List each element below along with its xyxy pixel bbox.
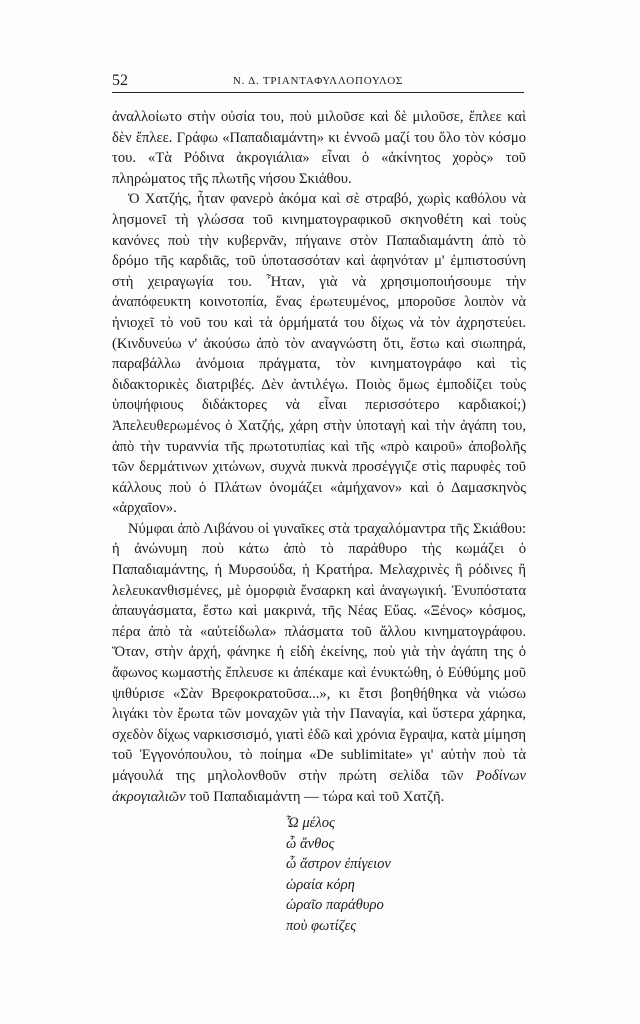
poem-line: Ὦ μέλος	[286, 815, 335, 831]
paragraph-1: ἀναλλοίωτο στὴν οὐσία του, ποὺ μιλοῦσε καὶ δὲ μιλοῦσε, ἔπλεε καὶ δὲν ἔπλεε. Γράφω «Παπαδιαμάντη» κι ἐννοῶ μαζί του ὅλο τὸν κόσμο του. «Τὰ Ρόδινα ἀκρογιάλια» εἶναι ὁ «ἀκίνητος χορὸς» τοῦ πληρώματος τῆς πλωτῆς νήσου Σκιάθου.	[112, 109, 526, 187]
poem-line: ὦ ἄνθος	[286, 835, 335, 852]
poem-line: ποὺ φωτίζες	[286, 917, 357, 934]
paragraph-3-ending: τοῦ Παπαδιαμάντη — τώρα καὶ τοῦ Χατζῆ.	[185, 788, 445, 805]
poem-line: ὡραία κόρη	[286, 876, 355, 893]
poem-excerpt	[286, 813, 516, 937]
italic-book-title: Ροδίνων ἀκρογιαλιῶν	[112, 768, 526, 805]
poem-line: ὦ ἄστρον ἐπίγειον	[286, 856, 391, 873]
paragraph-2: Ὁ Χατζής, ἦταν φανερὸ ἀκόμα καὶ σὲ στραβό, χωρὶς καθόλου νὰ λησμονεῖ τὴ γλώσσα τοῦ κινηματογραφικοῦ σκηνοθέτη καὶ τοὺς κανόνες ποὺ τὴν κυβερνᾶν, πήγαινε στὸν Παπαδιαμάντη ἀπὸ τὸ δρόμο τῆς καρδιᾶς, τοῦ ὑποτασσόταν καὶ ἀφηνόταν μ' ἐμπιστοσύνη στὴ χειραγωγία του. Ἦταν, γιὰ νὰ χρησιμοποιήσουμε τὴν ἀναπόφευκτη κοινοτοπία, ἕνας ἐρωτευμένος, μποροῦσε λοιπὸν νὰ ἠνιοχεῖ τὸ νοῦ του καὶ τὰ ὁρμήματά του δίχως νὰ τὸν ἀχρηστεύει. (Κινδυνεύω ν' ἀκούσω ἀπὸ τὸν αναγνώστη ὅτι, ἔστω καὶ σιωπηρά, παραβάλλω ἀνόμοια πράγματα, τὸν κινηματογράφο καὶ τὶς διδακτορικὲς διατριβές. Δὲν ἀντιλέγω. Ποιὸς ὅμως ἐμποδίζει τοὺς ὑποψήφιους διδάκτορες νὰ εἶναι περισσότερο καρδιακοί;) Ἀπελευθερωμένος ὁ Χατζής, χάρη στὴν ὑποταγὴ καὶ τὴν ἀγάπη του, ἀπὸ τὴν τυραννία τῆς πρωτοτυπίας καὶ τῆς «πρὸ καιροῦ» ἀποβολῆς τῶν δερμάτινων χιτώνων, συχνὰ πυκνὰ προσέγγιζε στὶς παρυφὲς τοῦ κάλλους ποὺ ὁ Πλάτων ὀνομάζει «ἀμήχανον» καὶ ὁ Δαμασκηνὸς «ἀρχαῖον».	[112, 191, 526, 517]
body-text	[112, 107, 526, 807]
paragraph-3	[112, 519, 526, 807]
paragraph-3-text: Νύμφαι ἀπὸ Λιβάνου οἱ γυναῖκες στὰ τραχαλόμαντρα τῆς Σκιάθου: ἡ ἀνώνυμη ποὺ κάτω ἀπὸ τὸ παράθυρο τὴς κωμάζει ὁ Παπαδιαμάντης, ἡ Μυρσούδα, ἡ Κρατήρα. Μελαχρινὲς ἢ ρόδινες ἢ λελευκανθισμένες, μὲ ὁμορφιὰ ἔνσαρκη καὶ ἀναγωγική. Ἐνυπόστατα ἀπαυγάσματα, ἔστω καὶ μακρινά, τῆς Νέας Εὔας. «Ξένος» κόσμος, πέρα ἀπὸ τὰ «αὐτείδωλα» πλάσματα τοῦ ἄλλου κινηματογράφου. Ὅταν, στὴν ἀρχή, φάνηκε ἡ εἰδὴ ἐκείνης, ποὺ γιὰ τὴν ἀγάπη της ὁ ἄφωνος κωμαστὴς ἔπλευσε κι ἀπέκαμε καὶ ἐνυκτώθη, ὁ Εὐθύμης μοῦ ψιθύρισε «Σὰν Βρεφοκρατοῦσα...», κι ἔτσι βοηθήθηκα νὰ νιώσω λιγάκι τὸν ἔρωτα τῶν μοναχῶν γιὰ τὴν Παναγία, καὶ ὕστερα χάρηκα, σχεδὸν δίχως ναρκισσισμό, γιατὶ ἐδῶ καὶ χρόνια ἔγραψα, κατὰ μίμηση τοῦ Ἐγγονόπουλου, τὸ ποίημα «De sublimitate» γι' αὐτὴν ποὺ τὰ μάγουλά της μηλολονθοῦν στὴν πρώτη σελίδα τῶν	[112, 520, 526, 784]
running-head: Ν. Δ. ΤΡΙΑΝΤΑΦΥΛΛΟΠΟΥΛΟΣ	[232, 75, 404, 87]
page-header	[112, 70, 524, 93]
page-number: 52	[112, 72, 128, 89]
poem-line: ὡραῖο παράθυρο	[286, 897, 384, 914]
